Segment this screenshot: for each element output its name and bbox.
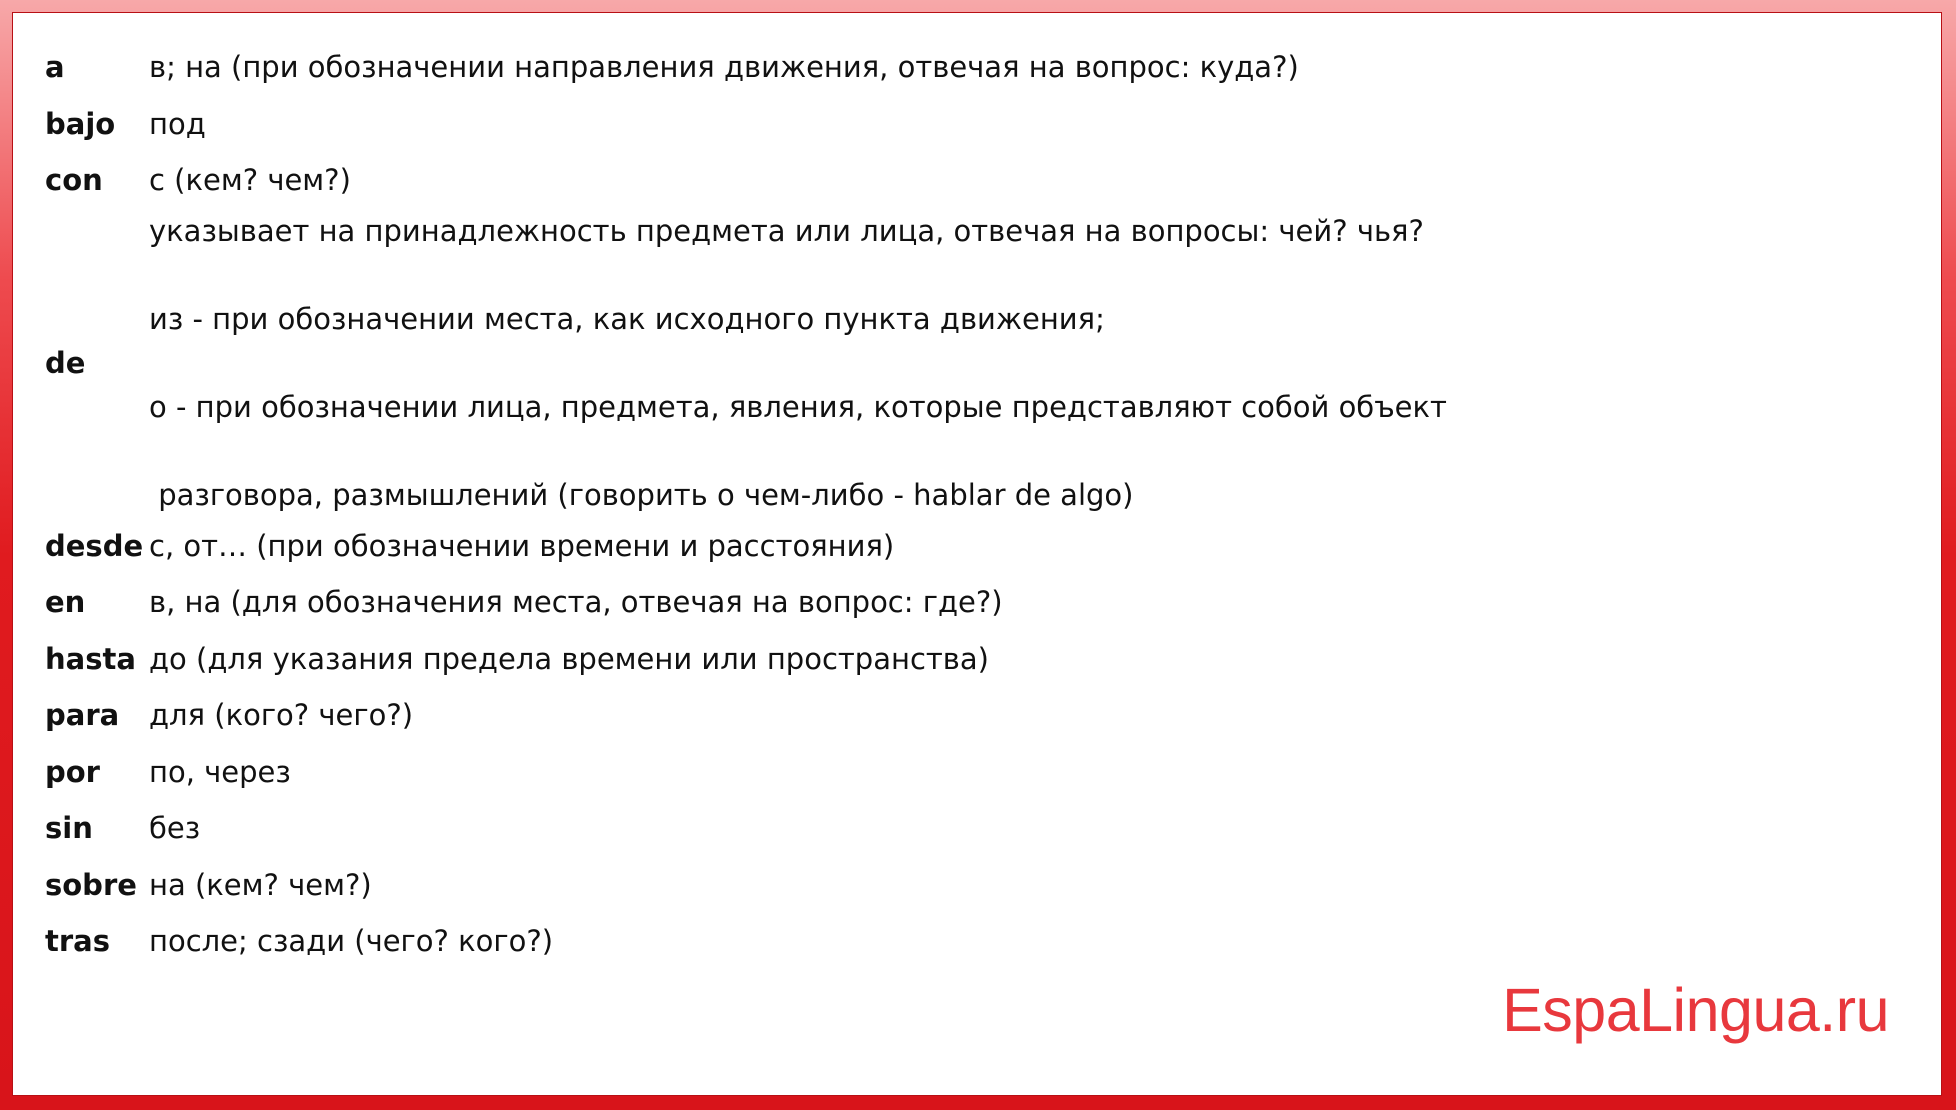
table-row [45,209,1447,518]
definition: в, на (для обозначения места, отвечая на вопрос: где?) [149,585,1003,620]
term: tras [45,924,110,959]
table-row [45,39,1447,96]
term: de [45,346,86,380]
table-row [45,857,1447,914]
definition: в; на (при обозначении направления движения, отвечая на вопрос: куда?) [149,50,1299,85]
table-row [45,518,1447,575]
table-row [45,913,1447,970]
table-row [45,574,1447,631]
term: sin [45,811,93,846]
table-row [45,152,1447,209]
definition: после; сзади (чего? кого?) [149,924,554,959]
term: bajo [45,106,116,141]
definition: с, от… (при обозначении времени и расстояния) [149,528,895,563]
table-row [45,96,1447,153]
definition: для (кого? чего?) [149,698,414,733]
table-row [45,744,1447,801]
term: con [45,163,103,198]
definition: указывает на принадлежность предмета или лица, отвечая на вопросы: чей? чья? [149,214,1424,248]
term: por [45,754,100,789]
definition: из - при обозначении места, как исходного пункта движения; [149,302,1105,336]
term: para [45,698,120,733]
preposition-table [45,39,1447,970]
table-row [45,631,1447,688]
definition: о - при обозначении лица, предмета, явления, которые представляют собой объект [149,390,1447,424]
definition: под [149,106,206,141]
definition: с (кем? чем?) [149,163,351,198]
definition: на (кем? чем?) [149,867,372,902]
definition: разговора, размышлений (говорить о чем-либо - hablar de algo) [149,478,1134,512]
term: sobre [45,867,137,902]
table-row [45,687,1447,744]
table-row [45,800,1447,857]
content-page [12,12,1942,1096]
term: a [45,50,65,85]
definition: по, через [149,754,291,789]
definition: без [149,811,201,846]
definition: до (для указания предела времени или пространства) [149,641,989,676]
brand-watermark: EspaLingua.ru [1502,976,1889,1044]
term: hasta [45,641,136,676]
term: en [45,585,86,620]
term: desde [45,528,144,563]
